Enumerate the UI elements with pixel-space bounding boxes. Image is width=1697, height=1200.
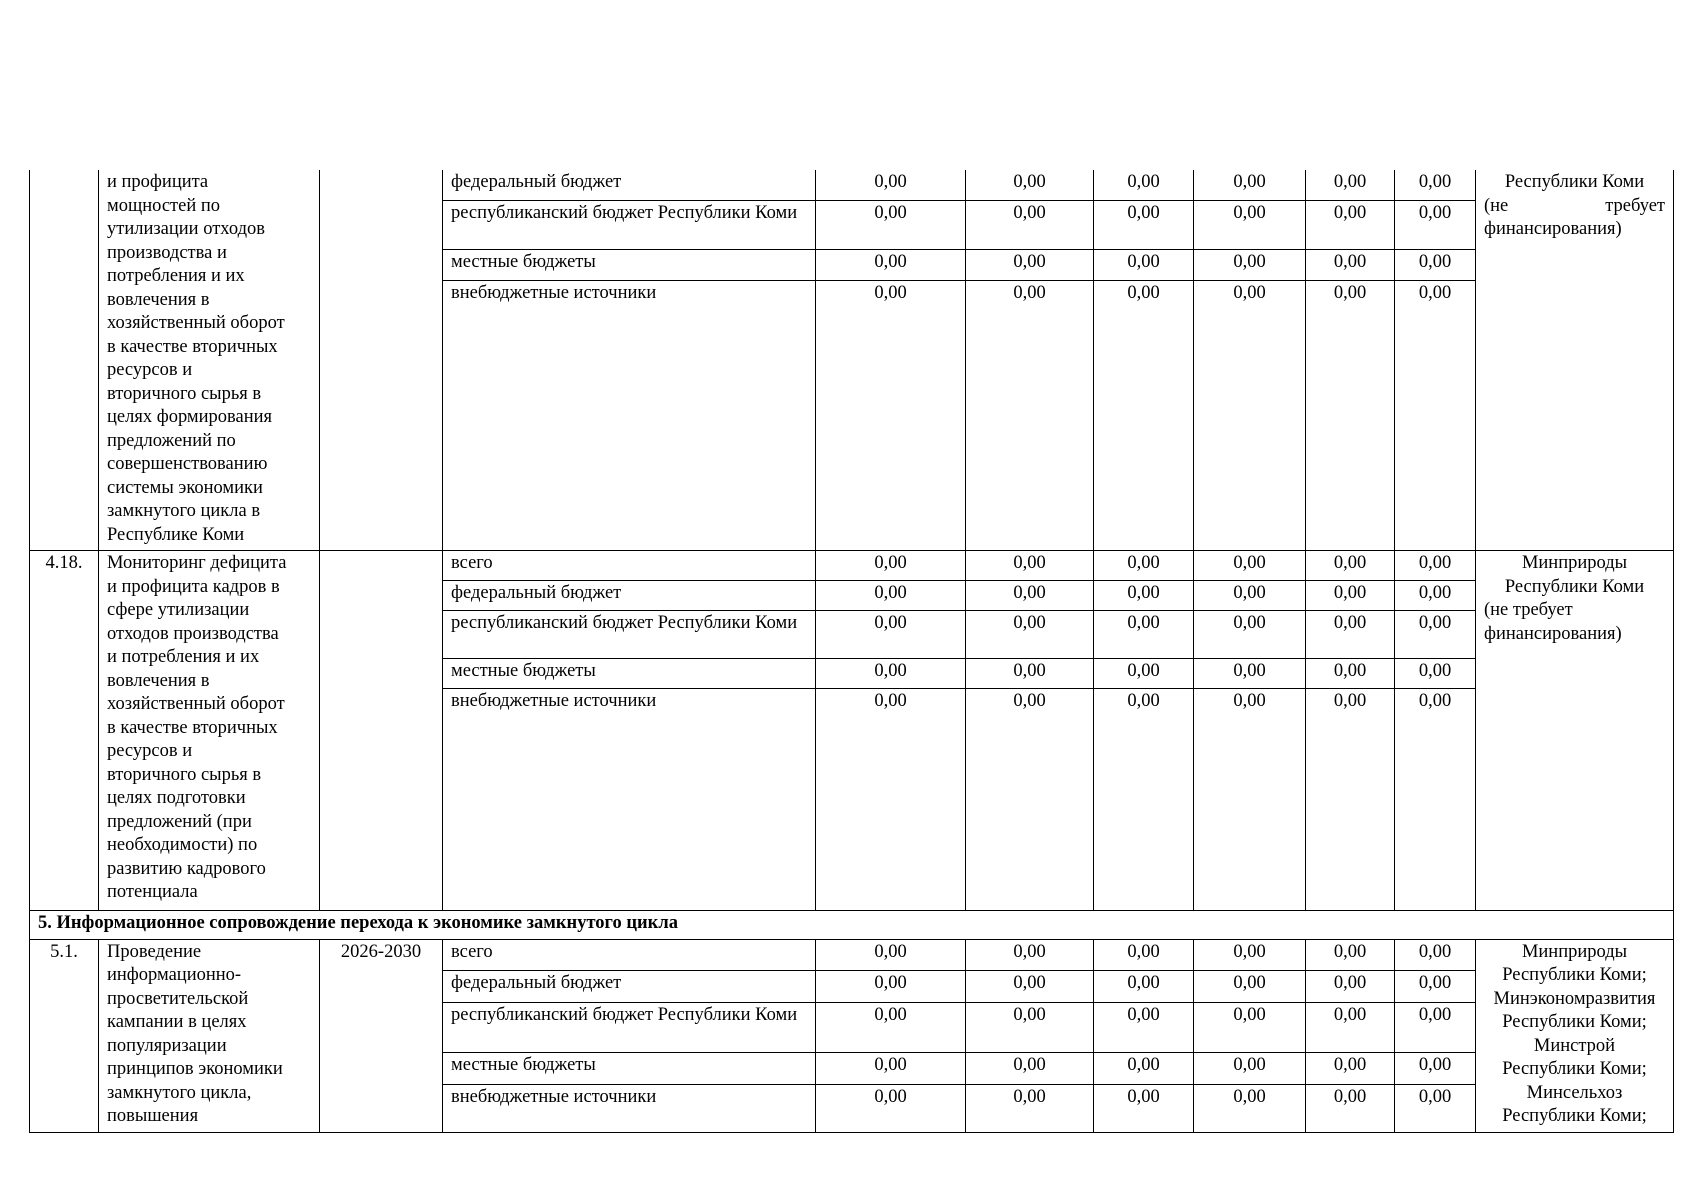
funding-value: 0,00: [1395, 1084, 1476, 1132]
funding-value: 0,00: [1094, 201, 1194, 250]
funding-source: республиканский бюджет Республики Коми: [443, 1002, 816, 1053]
responsible-executor-line: финансирования): [1484, 623, 1622, 644]
funding-source: федеральный бюджет: [443, 971, 816, 1003]
row-number: [30, 170, 99, 551]
funding-source: местные бюджеты: [443, 1053, 816, 1085]
funding-value: 0,00: [1194, 201, 1306, 250]
activity-name-line: отходов производства: [107, 623, 279, 644]
funding-value: 0,00: [1306, 611, 1395, 659]
funding-value: 0,00: [966, 250, 1094, 281]
activity-name-line: системы экономики: [107, 477, 263, 498]
funding-value: 0,00: [1306, 170, 1395, 201]
activity-name-line: потенциала: [107, 882, 198, 902]
funding-value: 0,00: [1306, 939, 1395, 971]
funding-value: 0,00: [1306, 250, 1395, 281]
funding-value: 0,00: [1194, 939, 1306, 971]
responsible-executor: [1476, 551, 1674, 911]
responsible-executor-line: (не требует: [1484, 600, 1573, 620]
funding-source: местные бюджеты: [443, 250, 816, 281]
funding-value: 0,00: [1395, 250, 1476, 281]
funding-value: 0,00: [966, 611, 1094, 659]
funding-value: 0,00: [966, 170, 1094, 201]
table-body: [30, 170, 1674, 1132]
funding-value: 0,00: [1094, 659, 1194, 689]
funding-value: 0,00: [1395, 659, 1476, 689]
activity-name-line: хозяйственный оборот: [107, 313, 285, 333]
funding-value: 0,00: [1306, 1002, 1395, 1053]
section-row: [30, 911, 1674, 940]
funding-value: 0,00: [1194, 250, 1306, 281]
funding-value: 0,00: [1395, 611, 1476, 659]
activity-name-line: вовлечения в: [107, 289, 210, 310]
funding-value: 0,00: [1395, 939, 1476, 971]
funding-value: 0,00: [1194, 1002, 1306, 1053]
funding-value: 0,00: [816, 1002, 966, 1053]
activity-name: [99, 939, 320, 1132]
table-row: [30, 170, 1674, 201]
funding-value: 0,00: [966, 939, 1094, 971]
activity-name-line: развитию кадрового: [107, 858, 266, 879]
funding-value: 0,00: [1094, 689, 1194, 911]
funding-value: 0,00: [816, 250, 966, 281]
funding-value: 0,00: [1094, 1084, 1194, 1132]
responsible-executor-line: Республики Коми;: [1502, 1059, 1647, 1079]
activity-name-line: целях подготовки: [107, 788, 246, 808]
funding-value: 0,00: [1306, 1084, 1395, 1132]
funding-value: 0,00: [1094, 170, 1194, 201]
funding-value: 0,00: [1094, 581, 1194, 611]
funding-source: федеральный бюджет: [443, 581, 816, 611]
funding-value: 0,00: [1194, 689, 1306, 911]
activity-name-line: кампании в целях: [107, 1012, 247, 1032]
responsible-executor-line: Минприроды: [1521, 553, 1628, 573]
funding-value: 0,00: [1194, 551, 1306, 581]
funding-value: 0,00: [966, 1002, 1094, 1053]
funding-value: 0,00: [1395, 201, 1476, 250]
activity-name-line: и потребления и их: [107, 647, 260, 667]
responsible-executor-line: Республики Коми: [1504, 576, 1645, 597]
responsible-executor-line: Минэкономразвития: [1493, 988, 1656, 1009]
responsible-executor-line: Минприроды: [1521, 941, 1628, 962]
funding-source: внебюджетные источники: [443, 1084, 816, 1132]
responsible-executor-line: финансирования): [1484, 219, 1622, 239]
responsible-executor: [1476, 939, 1674, 1132]
funding-value: 0,00: [1194, 659, 1306, 689]
activity-name-line: вторичного сырья в: [107, 383, 262, 404]
funding-value: 0,00: [1395, 1002, 1476, 1053]
funding-value: 0,00: [1395, 689, 1476, 911]
funding-value: 0,00: [816, 170, 966, 201]
responsible-executor-line: Минстрой: [1533, 1035, 1616, 1056]
implementation-period: 2026-2030: [320, 939, 443, 1132]
funding-value: 0,00: [816, 939, 966, 971]
row-number: 4.18.: [30, 551, 99, 911]
funding-value: 0,00: [1094, 551, 1194, 581]
activity-name-line: необходимости) по: [107, 835, 258, 855]
funding-value: 0,00: [1395, 971, 1476, 1003]
funding-value: 0,00: [966, 971, 1094, 1003]
funding-value: 0,00: [1194, 611, 1306, 659]
funding-value: 0,00: [816, 611, 966, 659]
activity-name-line: популяризации: [107, 1035, 227, 1056]
funding-value: 0,00: [1194, 1053, 1306, 1085]
funding-value: 0,00: [1306, 581, 1395, 611]
activity-name-line: замкнутого цикла в: [107, 501, 261, 521]
funding-value: 0,00: [1094, 611, 1194, 659]
activity-name-line: предложений (при: [107, 811, 252, 832]
funding-value: 0,00: [816, 201, 966, 250]
funding-value: 0,00: [966, 1053, 1094, 1085]
activity-name-line: Республике Коми: [107, 524, 245, 545]
row-number: 5.1.: [30, 939, 99, 1132]
funding-value: 0,00: [816, 1053, 966, 1085]
activity-name-line: мощностей по: [107, 195, 220, 216]
funding-value: 0,00: [1306, 689, 1395, 911]
activity-name-line: хозяйственный оборот: [107, 694, 285, 714]
funding-value: 0,00: [816, 971, 966, 1003]
funding-value: 0,00: [816, 689, 966, 911]
responsible-executor-line: (не требует: [1484, 195, 1665, 216]
funding-source: республиканский бюджет Республики Коми: [443, 201, 816, 250]
funding-value: 0,00: [1194, 281, 1306, 551]
activity-name-line: целях формирования: [107, 407, 273, 427]
responsible-executor-line: Минсельхоз: [1526, 1082, 1623, 1103]
responsible-executor: [1476, 170, 1674, 551]
funding-value: 0,00: [1094, 971, 1194, 1003]
responsible-executor-line: Республики Коми;: [1502, 965, 1647, 985]
implementation-period: [320, 551, 443, 911]
implementation-period: [320, 170, 443, 551]
funding-value: 0,00: [1306, 551, 1395, 581]
funding-value: 0,00: [1306, 971, 1395, 1003]
activity-name-line: замкнутого цикла,: [107, 1082, 252, 1103]
funding-source: всего: [443, 939, 816, 971]
responsible-executor-line: Республики Коми;: [1502, 1106, 1647, 1126]
funding-value: 0,00: [966, 659, 1094, 689]
funding-value: 0,00: [966, 581, 1094, 611]
funding-value: 0,00: [1094, 281, 1194, 551]
activity-name-line: принципов экономики: [107, 1059, 283, 1079]
activity-name-line: сфере утилизации: [107, 600, 250, 620]
table-row: [30, 551, 1674, 581]
funding-value: 0,00: [1306, 659, 1395, 689]
activity-name-line: Проведение: [107, 941, 202, 962]
activity-name-line: и профицита: [107, 172, 209, 192]
funding-value: 0,00: [816, 581, 966, 611]
funding-value: 0,00: [1094, 250, 1194, 281]
funding-source: всего: [443, 551, 816, 581]
funding-value: 0,00: [1306, 281, 1395, 551]
funding-value: 0,00: [1395, 551, 1476, 581]
budget-table: [29, 170, 1674, 1133]
activity-name-line: производства и: [107, 242, 227, 263]
section-title: 5. Информационное сопровождение перехода к экономике замкнутого цикла: [30, 911, 1674, 940]
activity-name-line: совершенствованию: [107, 454, 268, 474]
activity-name: [99, 551, 320, 911]
activity-name-line: информационно-: [107, 965, 242, 985]
activity-name-line: предложений по: [107, 430, 236, 451]
funding-value: 0,00: [816, 281, 966, 551]
funding-value: 0,00: [966, 281, 1094, 551]
activity-name-line: потребления и их: [107, 266, 245, 286]
funding-value: 0,00: [816, 1084, 966, 1132]
responsible-executor-line: Республики Коми;: [1502, 1012, 1647, 1032]
activity-name-line: повышения: [107, 1106, 199, 1126]
funding-value: 0,00: [1094, 939, 1194, 971]
funding-value: 0,00: [966, 689, 1094, 911]
table-row: [30, 939, 1674, 971]
funding-source: федеральный бюджет: [443, 170, 816, 201]
activity-name: [99, 170, 320, 551]
funding-value: 0,00: [1395, 170, 1476, 201]
funding-source: внебюджетные источники: [443, 281, 816, 551]
activity-name-line: Мониторинг дефицита: [107, 553, 287, 573]
activity-name-line: и профицита кадров в: [107, 576, 280, 597]
activity-name-line: в качестве вторичных: [107, 717, 278, 738]
funding-value: 0,00: [1306, 201, 1395, 250]
responsible-executor-line: Республики Коми: [1504, 172, 1645, 192]
funding-value: 0,00: [1395, 581, 1476, 611]
activity-name-line: ресурсов и: [107, 360, 193, 380]
funding-value: 0,00: [1306, 1053, 1395, 1085]
funding-value: 0,00: [1194, 170, 1306, 201]
activity-name-line: в качестве вторичных: [107, 336, 278, 357]
funding-value: 0,00: [1395, 1053, 1476, 1085]
activity-name-line: утилизации отходов: [107, 219, 265, 239]
funding-value: 0,00: [1194, 971, 1306, 1003]
funding-value: 0,00: [816, 551, 966, 581]
funding-value: 0,00: [1194, 1084, 1306, 1132]
funding-source: местные бюджеты: [443, 659, 816, 689]
activity-name-line: ресурсов и: [107, 741, 193, 761]
funding-value: 0,00: [1194, 581, 1306, 611]
activity-name-line: вторичного сырья в: [107, 764, 262, 785]
funding-value: 0,00: [1395, 281, 1476, 551]
funding-value: 0,00: [966, 201, 1094, 250]
funding-value: 0,00: [966, 1084, 1094, 1132]
funding-value: 0,00: [1094, 1053, 1194, 1085]
funding-value: 0,00: [966, 551, 1094, 581]
funding-value: 0,00: [816, 659, 966, 689]
funding-source: внебюджетные источники: [443, 689, 816, 911]
funding-source: республиканский бюджет Республики Коми: [443, 611, 816, 659]
activity-name-line: просветительской: [107, 988, 249, 1009]
funding-value: 0,00: [1094, 1002, 1194, 1053]
activity-name-line: вовлечения в: [107, 670, 210, 691]
